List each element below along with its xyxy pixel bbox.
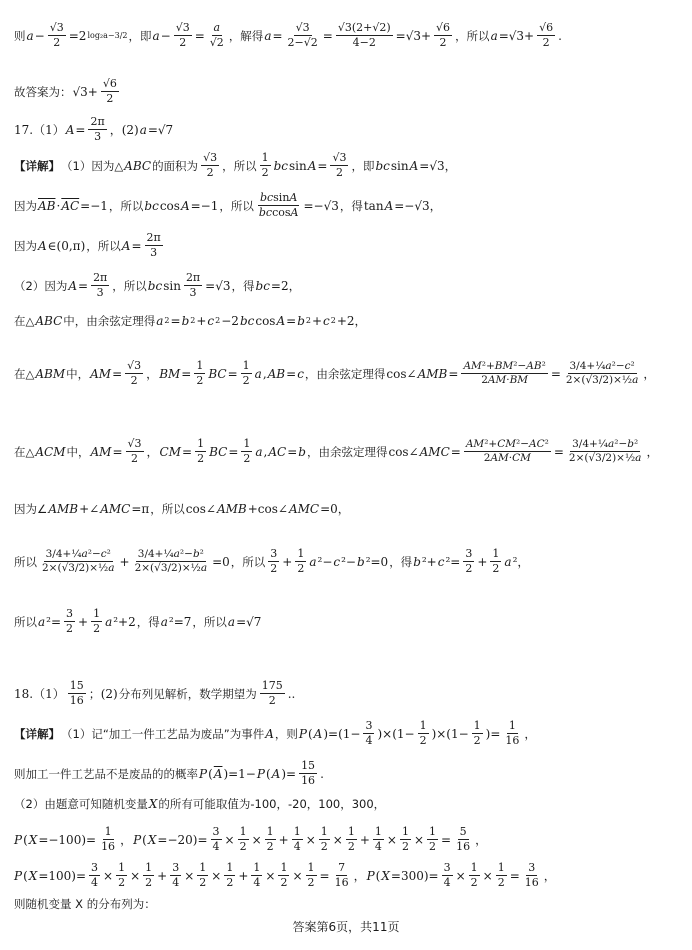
line-14: 18.（1） $\frac{15}{16}$ ；(2) 分布列见解析，数学期望为 $\frac{175}{2}$ ..: [14, 679, 296, 708]
line-10: 在△ ACM 中， AM = $\frac{√3}{2}$ ， CM = $\frac{1}{2}$ BC = $\frac{1}{2}$ a , AC = b ，由余弦定理得 cos∠ AMC = $\frac{\text{AM²+CM²−AC²}}{2AM\cdot CM}$ = $\frac{\text{3/4+¼a²−b²}}{\text{2×(√3/2)×½a}}$ ，: [14, 437, 659, 466]
line-16: 则加工一件工艺品不是废品的的概率 P ( $\overline{A}$ )=1− P ( A )= $\frac{15}{16}$ .: [14, 759, 324, 788]
line-20: [14, 896, 156, 912]
line-1: 则 a − $\frac{√3}{2}$ =2 log₂a−3/2 ，即 a − $\frac{√3}{2}$ = $\frac{a}{√2}$ ，解得 a = $\frac{√3}{2-√2}$ = $\frac{√3(2+√2)}{4-2}$ =√3+ $\frac{√6}{2}$ ，所以 a =√3+ $\frac{√6}{2}$ .: [14, 21, 562, 50]
line-12: 所以 $\frac{\text{3/4+¼a²−c²}}{\text{2×(√3/2)×½a}}$ + $\frac{\text{3/4+¼a²−b²}}{\text{2×(√3/2)×½a}}$ =0 ，所以 $\frac{3}{2}$ + $\frac{1}{2}$ a ²− c ²− b ²=0 ，得 b ²+ c ²= $\frac{3}{2}$ + $\frac{1}{2}$ a ²，: [14, 547, 530, 576]
line-5: 因为 $\overline{AB}$ · $\overline{AC}$ =−1 ，所以 bc cos A =−1 ，所以 $\frac{bcsinA}{bccosA}$ =−√3 ，得 tan A =−√3，: [14, 191, 442, 220]
line-13: 所以 a ²= $\frac{3}{2}$ + $\frac{1}{2}$ a ²+2 ，得 a ²=7 ，所以 a =√7: [14, 607, 262, 636]
line-7: （2）因为 A = $\frac{2\pi}{3}$ ，所以 bc sin $\frac{2\pi}{3}$ =√3 ，得 bc =2，: [14, 271, 301, 300]
line-3: 17.（1） A = $\frac{2\pi}{3}$ ，(2) a =√7: [14, 115, 174, 144]
line-19: P ( X =100)= $\frac{3}{4}$ × $\frac{1}{2}$ × $\frac{1}{2}$ + $\frac{3}{4}$ × $\frac{1}{2}$ × $\frac{1}{2}$ + $\frac{1}{4}$ × $\frac{1}{2}$ × $\frac{1}{2}$ = $\frac{7}{16}$ ， P ( X =300)= $\frac{3}{4}$ × $\frac{1}{2}$ × $\frac{1}{2}$ = $\frac{3}{16}$ ，: [14, 861, 556, 890]
line-17: （2）由题意可知随机变量 X 的所有可能取值为-100，-20，100，300，: [14, 797, 386, 811]
line-18: P ( X =−100)= $\frac{1}{16}$ ， P ( X =−20)= $\frac{3}{4}$ × $\frac{1}{2}$ × $\frac{1}{2}$ + $\frac{1}{4}$ × $\frac{1}{2}$ × $\frac{1}{2}$ + $\frac{1}{4}$ × $\frac{1}{2}$ × $\frac{1}{2}$ = $\frac{5}{16}$ ，: [14, 825, 488, 854]
line-11: 因为∠ AMB +∠ AMC =π ，所以 cos∠ AMB +cos∠ AMC =0，: [14, 501, 350, 516]
line-9: 在△ ABM 中， AM = $\frac{√3}{2}$ ， BM = $\frac{1}{2}$ BC = $\frac{1}{2}$ a , AB = c ，由余弦定理得 cos∠ AMB = $\frac{\text{AM²+BM²−AB²}}{2AM\cdot BM}$ = $\frac{\text{3/4+¼a²−c²}}{\text{2×(√3/2)×½a}}$ ，: [14, 359, 656, 388]
page-footer: 答案第6页，共11页: [292, 920, 400, 934]
line-2: 故答案为： √3+ $\frac{√6}{2}$: [14, 77, 117, 106]
text: 则随机变量 X 的分布列为：: [14, 897, 156, 911]
line-6: 因为 A ∈(0,π) ，所以 A = $\frac{2\pi}{3}$: [14, 231, 161, 260]
line-8: 在△ ABC 中，由余弦定理得 a 2 = b 2 + c 2 −2 bc cos A = b 2 + c 2 +2，: [14, 313, 367, 328]
line-15: 【详解】 （1）记“加工一件工艺品为废品”为事件 A ，则 P ( A )=(1− $\frac{3}{4}$ )×(1− $\frac{1}{2}$ )×(1− $\frac{1}{2}$ )= $\frac{1}{16}$ ，: [14, 719, 537, 748]
line-4: 【详解】 （1）因为△ ABC 的面积为 $\frac{√3}{2}$ ，所以 $\frac{1}{2}$ bc sin A = $\frac{√3}{2}$ ，即 bc sin A =√3，: [14, 151, 457, 180]
